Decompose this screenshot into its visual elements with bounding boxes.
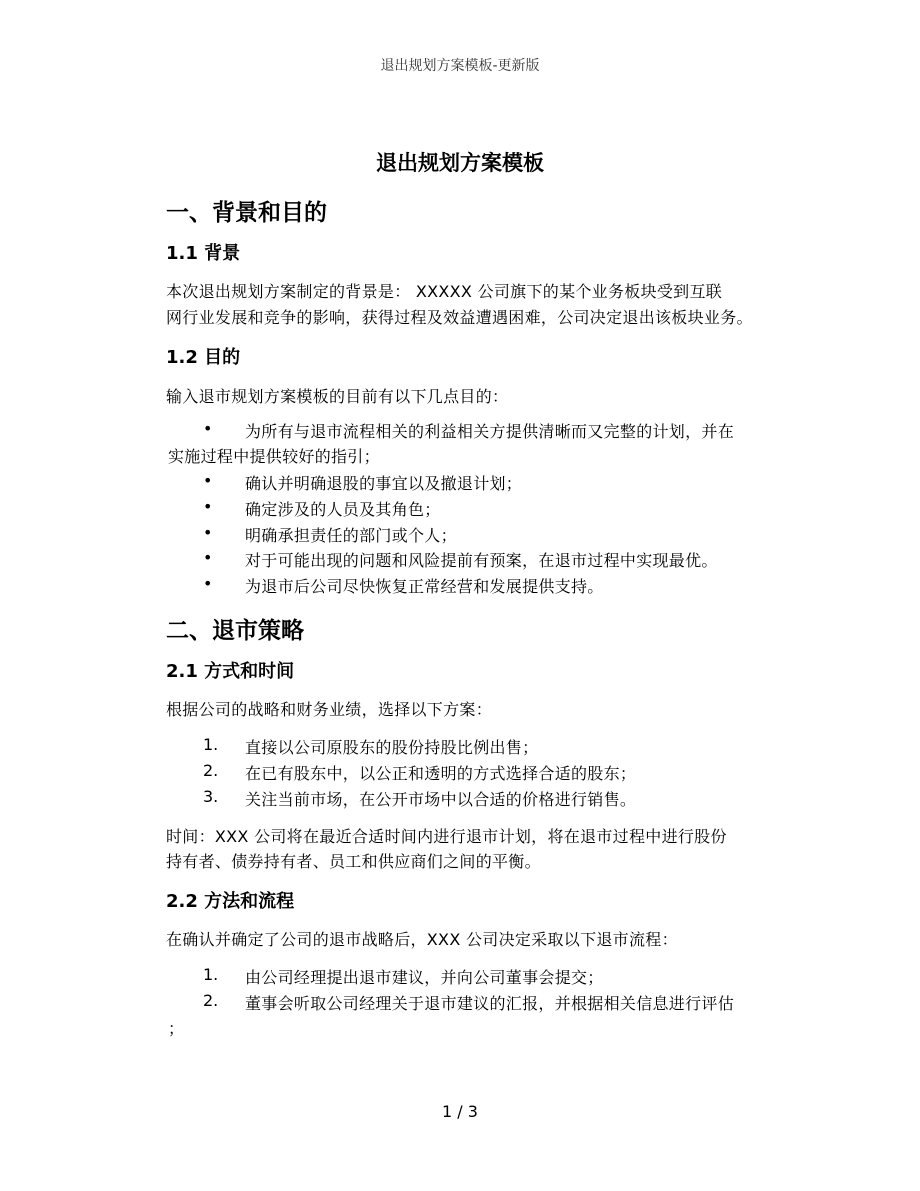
list-item: 确认并明确退股的事宜以及撤退计划； [245, 474, 523, 493]
list-item-continuation: 实施过程中提供较好的指引； [168, 447, 380, 466]
paragraph-line: 网行业发展和竞争的影响，获得过程及效益遭遇困难，公司决定退出该板块业务。 [166, 308, 753, 327]
bullet-icon: • [203, 574, 213, 593]
list-item: 对于可能出现的问题和风险提前有预案，在退市过程中实现最优。 [245, 551, 718, 570]
subsection-heading-2-1: 2.1 方式和时间 [166, 661, 295, 682]
list-number: 2. [203, 761, 219, 780]
list-item: 为所有与退市流程相关的利益相关方提供清晰而又完整的计划，并在 [245, 422, 735, 441]
list-item: 为退市后公司尽快恢复正常经营和发展提供支持。 [245, 577, 604, 596]
paragraph-line: 根据公司的战略和财务业绩，选择以下方案： [166, 700, 493, 719]
list-item-continuation: ； [168, 1019, 185, 1038]
bullet-icon: • [203, 471, 213, 490]
paragraph-line: 输入退市规划方案模板的目前有以下几点目的： [166, 387, 509, 406]
list-item: 在已有股东中，以公正和透明的方式选择合适的股东； [245, 764, 637, 783]
bullet-icon: • [203, 523, 213, 542]
list-item: 关注当前市场，在公开市场中以合适的价格进行销售。 [245, 790, 637, 809]
list-item: 确定涉及的人员及其角色； [245, 500, 441, 519]
bullet-icon: • [203, 548, 213, 567]
paragraph-line: 本次退出规划方案制定的背景是： XXXXX 公司旗下的某个业务板块受到互联 [166, 282, 723, 301]
bullet-icon: • [203, 497, 213, 516]
section-heading-2: 二、退市策略 [166, 618, 304, 644]
document-title: 退出规划方案模板 [376, 151, 544, 175]
list-number: 1. [203, 965, 219, 984]
page-header: 退出规划方案模板-更新版 [380, 58, 540, 74]
section-heading-1: 一、背景和目的 [166, 200, 327, 226]
paragraph-line: 时间：XXX 公司将在最近合适时间内进行退市计划，将在退市过程中进行股份 [166, 827, 727, 846]
subsection-heading-2-2: 2.2 方法和流程 [166, 891, 295, 912]
page-number: 1 / 3 [442, 1102, 478, 1121]
subsection-heading-1-2: 1.2 目的 [166, 347, 241, 368]
list-number: 1. [203, 735, 219, 754]
list-item: 明确承担责任的部门或个人； [245, 526, 457, 545]
bullet-icon: • [203, 419, 213, 438]
list-number: 3. [203, 787, 219, 806]
list-item: 董事会听取公司经理关于退市建议的汇报，并根据相关信息进行评估 [245, 994, 735, 1013]
list-item: 直接以公司原股东的股份持股比例出售； [245, 738, 539, 757]
list-number: 2. [203, 991, 219, 1010]
paragraph-line: 在确认并确定了公司的退市战略后，XXX 公司决定采取以下退市流程： [166, 930, 678, 949]
subsection-heading-1-1: 1.1 背景 [166, 243, 241, 264]
paragraph-line: 持有者、债券持有者、员工和供应商们之间的平衡。 [166, 852, 541, 871]
list-item: 由公司经理提出退市建议，并向公司董事会提交； [245, 968, 604, 987]
